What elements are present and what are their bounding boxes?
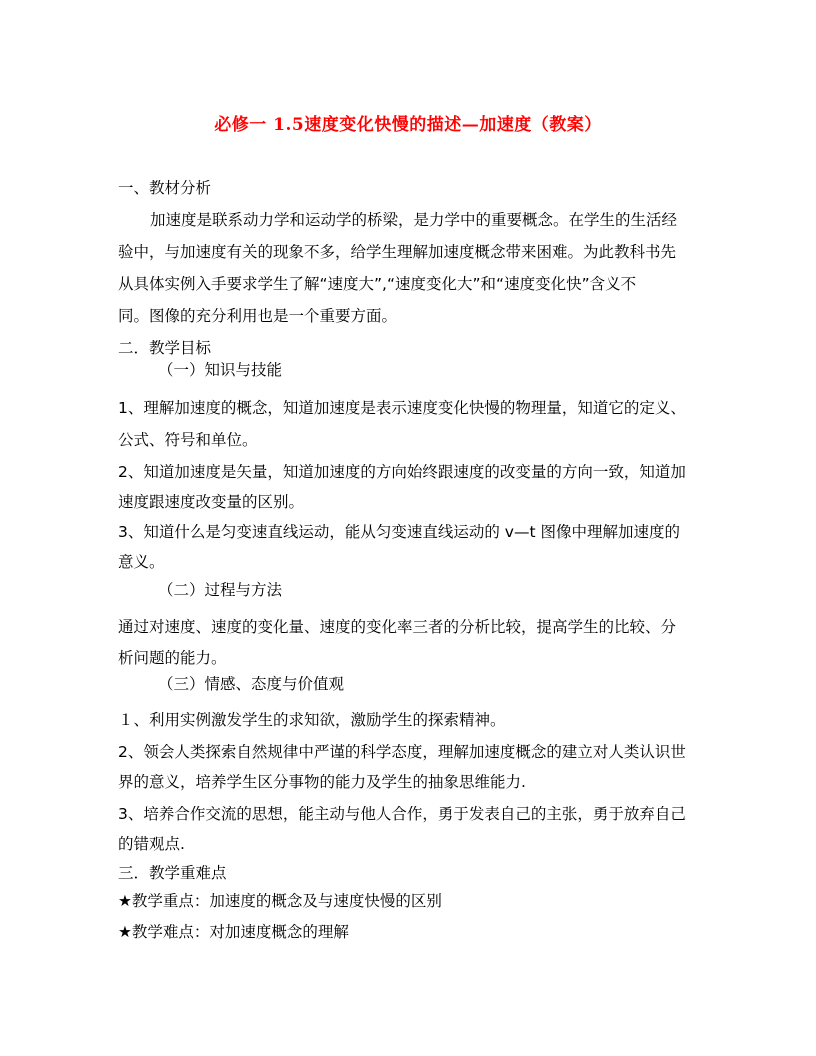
- subsection-heading: （二）过程与方法: [158, 581, 283, 599]
- subsection-heading: （一）知识与技能: [158, 361, 283, 379]
- section3-heading: 三．教学重难点: [118, 864, 227, 882]
- section1-line: 验中，与加速度有关的现象不多，给学生理解加速度概念带来困难。为此教科书先: [118, 243, 677, 261]
- objective-line: 速度跟速度改变量的区别。: [118, 493, 305, 511]
- objective-line: 意义。: [118, 553, 165, 571]
- difficult-point-line: ★教学难点：对加速度概念的理解: [118, 923, 349, 941]
- objective-line: 公式、符号和单位。: [118, 431, 258, 449]
- objective-line: 2、领会人类探索自然规律中严谨的科学态度，理解加速度概念的建立对人类认识世: [118, 743, 686, 761]
- objective-line: 界的意义，培养学生区分事物的能力及学生的抽象思维能力.: [118, 773, 526, 791]
- section1-line: 从具体实例入手要求学生了解“速度大”,“速度变化大”和“速度变化快”含义不: [118, 275, 637, 293]
- document-title: 必修一 1.5速度变化快慢的描述—加速度（教案）: [214, 115, 602, 135]
- key-point-line: ★教学重点：加速度的概念及与速度快慢的区别: [118, 892, 442, 910]
- section1-line: 加速度是联系动力学和运动学的桥梁，是力学中的重要概念。在学生的生活经: [150, 211, 678, 229]
- objective-line: 3、培养合作交流的思想，能主动与他人合作，勇于发表自己的主张，勇于放弃自己: [118, 805, 686, 823]
- section1-line: 同。图像的充分利用也是一个重要方面。: [118, 307, 398, 325]
- subsection-heading: （三）情感、态度与价值观: [158, 675, 345, 693]
- objective-line: 2、知道加速度是矢量，知道加速度的方向始终跟速度的改变量的方向一致，知道加: [118, 463, 686, 481]
- objective-line: 的错观点.: [118, 835, 185, 853]
- objective-line: 析问题的能力。: [118, 649, 227, 667]
- section2-heading: 二．教学目标: [118, 339, 212, 357]
- section1-heading: 一、教材分析: [118, 179, 212, 197]
- objective-line: １、利用实例激发学生的求知欲，激励学生的探索精神。: [118, 711, 506, 729]
- objective-line: 3、知道什么是匀变速直线运动，能从匀变速直线运动的 v—t 图像中理解加速度的: [118, 523, 680, 541]
- objective-line: 1、理解加速度的概念，知道加速度是表示速度变化快慢的物理量，知道它的定义、: [118, 399, 686, 417]
- objective-line: 通过对速度、速度的变化量、速度的变化率三者的分析比较，提高学生的比较、分: [118, 618, 677, 636]
